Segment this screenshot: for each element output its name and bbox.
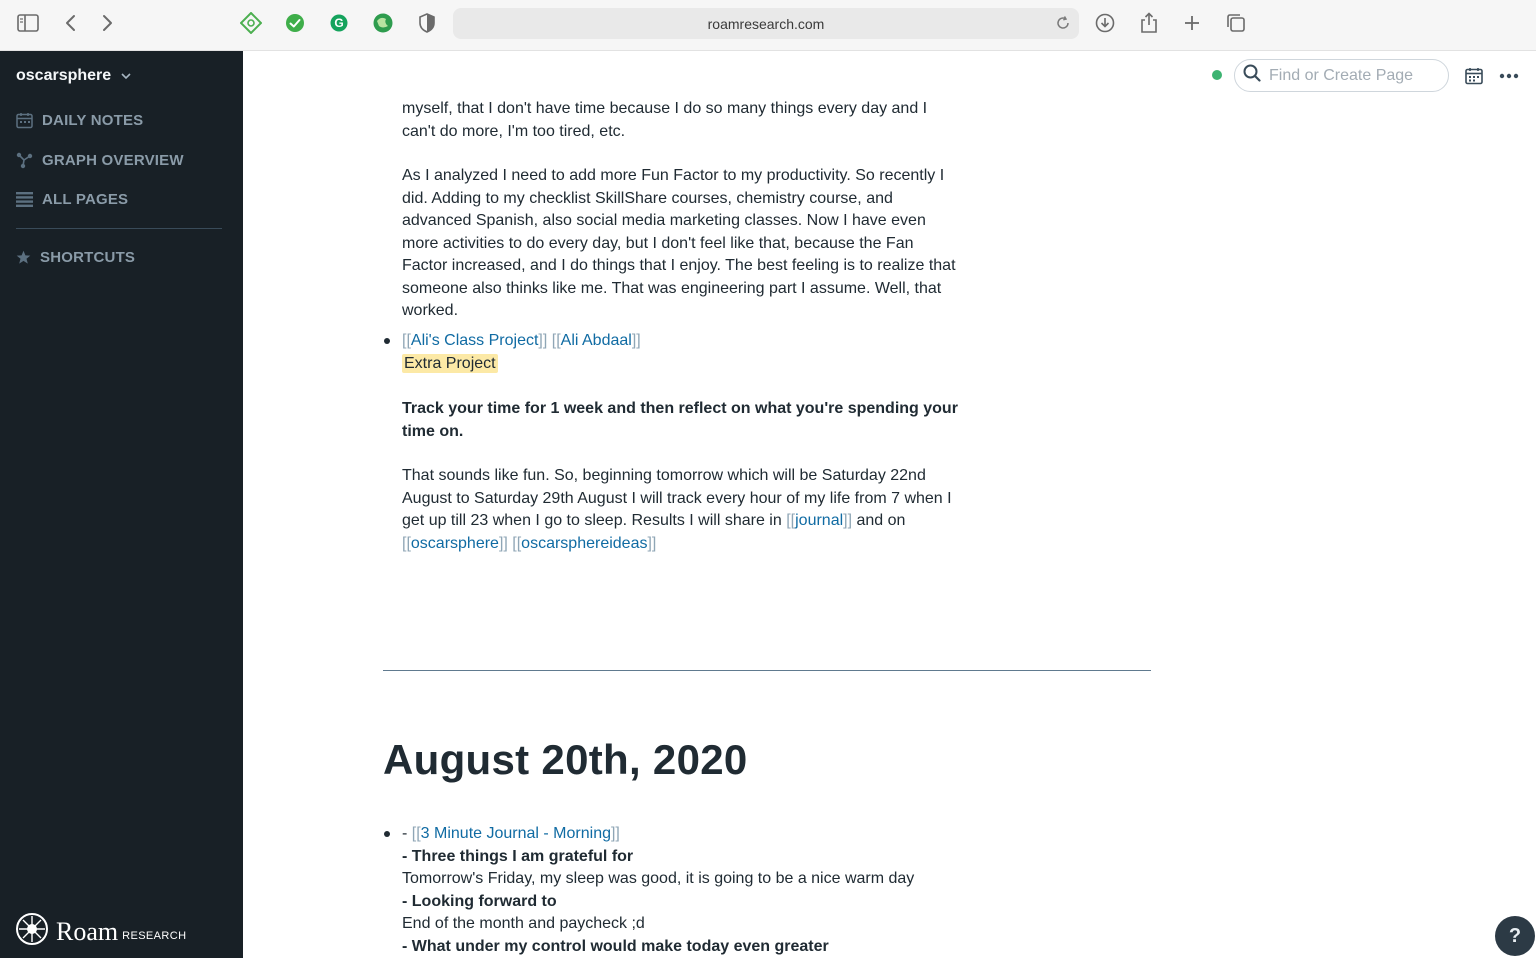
svg-text:G: G bbox=[334, 16, 344, 30]
paragraph: As I analyzed I need to add more Fun Factor to my productivity. So recently I did. Adding to my checklist SkillShare courses, chemistry course, and advanced Spanish, also social media marketing classes. Now I have even more activities to do every day, but I don't feel like that, because the Fan Factor increased, and I do things that I enjoy. The best feeling is to realize that someone also thinks like me. That was engineering part I assume. Well, that worked. bbox=[402, 167, 956, 319]
block-text[interactable] bbox=[402, 98, 962, 143]
page-link[interactable]: 3 Minute Journal - Morning bbox=[420, 825, 611, 842]
find-or-create-search[interactable] bbox=[1234, 59, 1449, 92]
address-bar[interactable] bbox=[453, 8, 1079, 39]
more-options-icon[interactable] bbox=[1497, 64, 1521, 88]
forward-icon[interactable] bbox=[94, 9, 122, 37]
paragraph-with-links bbox=[402, 465, 962, 555]
graph-switcher[interactable] bbox=[16, 67, 131, 85]
heading-text: Looking forward to bbox=[411, 892, 557, 910]
star-icon bbox=[16, 250, 31, 265]
bracket-open: [[ bbox=[786, 512, 796, 529]
new-tab-icon[interactable] bbox=[1178, 9, 1206, 37]
block-text[interactable] bbox=[402, 465, 962, 555]
extension-globe-icon[interactable] bbox=[369, 9, 397, 37]
section-text: End of the month and paycheck ;d bbox=[402, 915, 645, 932]
roam-logo-icon bbox=[16, 913, 48, 950]
search-input[interactable] bbox=[1269, 67, 1439, 85]
block-text[interactable] bbox=[402, 330, 962, 375]
section-heading: - Looking forward to bbox=[402, 892, 557, 910]
bracket-close: ]] bbox=[843, 512, 853, 529]
page-separator bbox=[383, 670, 1151, 671]
sidebar-item-graph-overview[interactable] bbox=[16, 152, 184, 169]
block-bullet[interactable] bbox=[384, 831, 390, 837]
reload-icon[interactable] bbox=[1055, 15, 1071, 31]
paragraph: That sounds like fun. So, beginning tomorrow which will be Saturday 22nd August to Saturday 29th August I will track every hour of my life from 7 when I get up till 23 when I go to sleep. Results I will share in bbox=[402, 467, 952, 529]
sidebar-item-label: ALL PAGES bbox=[42, 191, 129, 208]
sidebar-item-label: GRAPH OVERVIEW bbox=[42, 152, 184, 169]
sidebar-item-label: DAILY NOTES bbox=[42, 112, 144, 129]
shortcuts-label: SHORTCUTS bbox=[40, 249, 136, 266]
heading-text: Three things I am grateful for bbox=[411, 847, 634, 865]
sidebar-toggle-icon[interactable] bbox=[14, 9, 42, 37]
sidebar-shortcuts-header bbox=[16, 249, 135, 266]
bracket-close: ]] bbox=[498, 534, 508, 552]
bold-paragraph: Track your time for 1 week and then reflect on what you're spending your time on. bbox=[402, 400, 958, 440]
page-link[interactable]: Ali Abdaal bbox=[560, 332, 632, 349]
page-link[interactable]: Ali's Class Project bbox=[410, 332, 539, 349]
download-icon[interactable] bbox=[1091, 9, 1119, 37]
journal-line: - [[3 Minute Journal - Morning]] bbox=[402, 825, 620, 842]
block-bullet[interactable] bbox=[384, 338, 390, 344]
roam-research-label: RESEARCH bbox=[122, 929, 187, 942]
help-button[interactable]: ? bbox=[1495, 916, 1535, 956]
left-sidebar bbox=[0, 51, 243, 958]
extension-diamond-icon[interactable] bbox=[237, 9, 265, 37]
block-links-line bbox=[402, 330, 962, 353]
block-text[interactable] bbox=[402, 398, 962, 443]
bracket-open: [[ bbox=[551, 332, 561, 349]
section-text: Tomorrow's Friday, my sleep was good, it is going to be a nice warm day bbox=[402, 870, 915, 887]
section-heading: - Three things I am grateful for bbox=[402, 847, 634, 865]
shield-icon[interactable] bbox=[413, 9, 441, 37]
highlighted-text: Extra Project bbox=[404, 354, 496, 372]
grammarly-icon[interactable] bbox=[325, 9, 353, 37]
page-title[interactable]: August 20th, 2020 bbox=[383, 736, 748, 783]
chevron-down-icon bbox=[121, 67, 131, 85]
paragraph: myself, that I don't have time because I do so many things every day and I can't do more, I'm too tired, etc. bbox=[402, 100, 928, 140]
sidebar-item-daily-notes[interactable] bbox=[16, 112, 143, 129]
page-link[interactable]: journal bbox=[795, 512, 844, 529]
url-text: roamresearch.com bbox=[707, 15, 825, 32]
search-icon bbox=[1243, 64, 1261, 87]
text-fragment: and on bbox=[856, 512, 906, 529]
sidebar-divider bbox=[16, 228, 222, 229]
share-icon[interactable] bbox=[1135, 9, 1163, 37]
graph-name-label: oscarsphere bbox=[16, 67, 112, 84]
bracket-close: ]] bbox=[647, 534, 657, 552]
sync-status-dot bbox=[1212, 70, 1222, 80]
list-icon bbox=[16, 192, 33, 207]
bracket-open: [[ bbox=[402, 332, 411, 349]
back-icon[interactable] bbox=[56, 9, 84, 37]
section-heading: - What under my control would make today even greater bbox=[402, 937, 829, 955]
block-text[interactable] bbox=[402, 165, 962, 323]
bracket-close: ]] bbox=[631, 332, 641, 349]
tab-overview-icon[interactable] bbox=[1222, 9, 1250, 37]
bracket-close: ]] bbox=[538, 332, 548, 349]
heading-text: What under my control would make today even greater bbox=[411, 937, 829, 955]
page-link[interactable]: oscarsphere bbox=[410, 534, 499, 552]
block-text[interactable] bbox=[402, 823, 962, 958]
graph-icon bbox=[16, 152, 33, 169]
bracket-close: ]] bbox=[610, 825, 620, 842]
calendar-icon[interactable] bbox=[1462, 64, 1486, 88]
roam-logo bbox=[16, 913, 186, 950]
bracket-open: [[ bbox=[512, 534, 522, 552]
calendar-icon bbox=[16, 112, 33, 129]
extension-check-icon[interactable] bbox=[281, 9, 309, 37]
browser-toolbar bbox=[0, 0, 1536, 51]
page-link[interactable]: oscarsphereideas bbox=[521, 534, 648, 552]
roam-wordmark: Roam bbox=[56, 916, 119, 946]
bracket-open: [[ bbox=[402, 534, 411, 552]
sidebar-item-all-pages[interactable] bbox=[16, 191, 128, 208]
bracket-open: [[ bbox=[411, 825, 421, 842]
